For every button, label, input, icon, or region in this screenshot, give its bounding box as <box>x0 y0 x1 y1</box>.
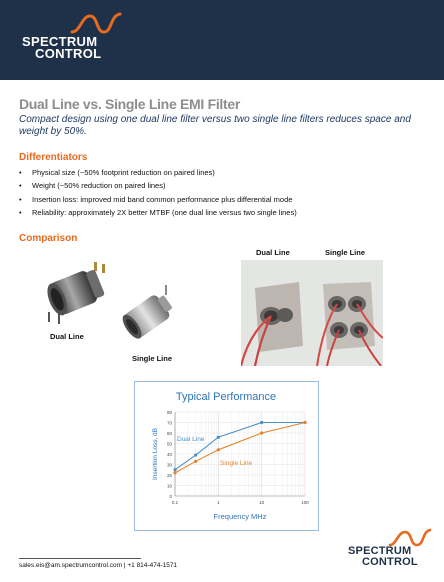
y-tick-label: 70 <box>166 420 172 426</box>
footer-logo-line1: SPECTRUM <box>348 545 412 557</box>
dual-line-filter-image <box>42 258 114 326</box>
y-tick-label: 60 <box>166 431 172 436</box>
y-tick-label: 20 <box>166 473 172 478</box>
y-tick-label: 50 <box>166 441 172 447</box>
logo-wave-icon <box>70 12 122 36</box>
y-axis-label: Insertion Loss, dB <box>152 427 159 481</box>
filters-mounted-photo <box>241 260 383 366</box>
data-point <box>303 421 306 424</box>
y-tick-label: 40 <box>166 452 172 457</box>
x-axis-label: Frequency MHz <box>213 512 267 521</box>
performance-chart <box>134 381 319 531</box>
data-point <box>194 453 197 456</box>
series-label-dual-line: Dual Line <box>177 436 205 443</box>
single-line-filter-image <box>118 282 180 350</box>
footer-contact[interactable]: sales.eis@am.spectrumcontrol.com | +1 814-474-1571 <box>19 562 178 569</box>
photo-single-line-label: Single Line <box>325 248 366 257</box>
page-subtitle: Compact design using one dual line filter versus two single line filters reduces space and weight by 50%. <box>19 114 411 137</box>
header-banner <box>0 0 444 80</box>
list-item: • Reliability: approximately 2X better MTBF (one dual line versus two single lines) <box>19 206 429 219</box>
chart-title: Typical Performance <box>175 391 277 403</box>
list-item: • Physical size (~50% footprint reduction on paired lines) <box>19 166 429 179</box>
y-tick-label: 30 <box>166 462 172 468</box>
logo-text-line1: SPECTRUM <box>22 34 98 49</box>
photo-dual-line-label: Dual Line <box>256 248 290 257</box>
differentiators-list <box>19 166 429 220</box>
series-label-single-line: Single Line <box>220 460 253 467</box>
page-title: Dual Line vs. Single Line EMI Filter <box>19 96 241 112</box>
differentiators-heading: Differentiators <box>19 152 88 163</box>
x-tick-label: 10 <box>259 500 265 505</box>
y-tick-label: 10 <box>166 483 172 489</box>
footer-logo <box>348 528 438 572</box>
single-line-caption: Single Line <box>132 354 173 363</box>
data-point <box>217 448 220 451</box>
x-tick-label: 0.1 <box>171 500 179 505</box>
list-item: • Insertion loss: improved mid band common performance plus differential mode <box>19 193 429 206</box>
data-point <box>194 460 197 463</box>
y-tick-label: 0 <box>169 494 172 499</box>
logo-text-line2: CONTROL <box>35 46 102 61</box>
x-tick-label: 1 <box>217 500 220 505</box>
x-tick-label: 100 <box>301 500 309 505</box>
list-item: • Weight (~50% reduction on paired lines) <box>19 179 429 192</box>
footer-divider <box>19 558 141 559</box>
data-point <box>217 436 220 439</box>
data-point <box>260 421 263 424</box>
dual-line-caption: Dual Line <box>50 332 84 341</box>
y-tick-label: 80 <box>166 410 172 415</box>
data-point <box>173 471 176 474</box>
footer-logo-line2: CONTROL <box>362 556 418 568</box>
data-point <box>260 431 263 434</box>
data-point <box>173 468 176 471</box>
chart-svg <box>135 382 318 530</box>
comparison-heading: Comparison <box>19 233 78 244</box>
spectrum-control-logo[interactable] <box>22 12 132 72</box>
